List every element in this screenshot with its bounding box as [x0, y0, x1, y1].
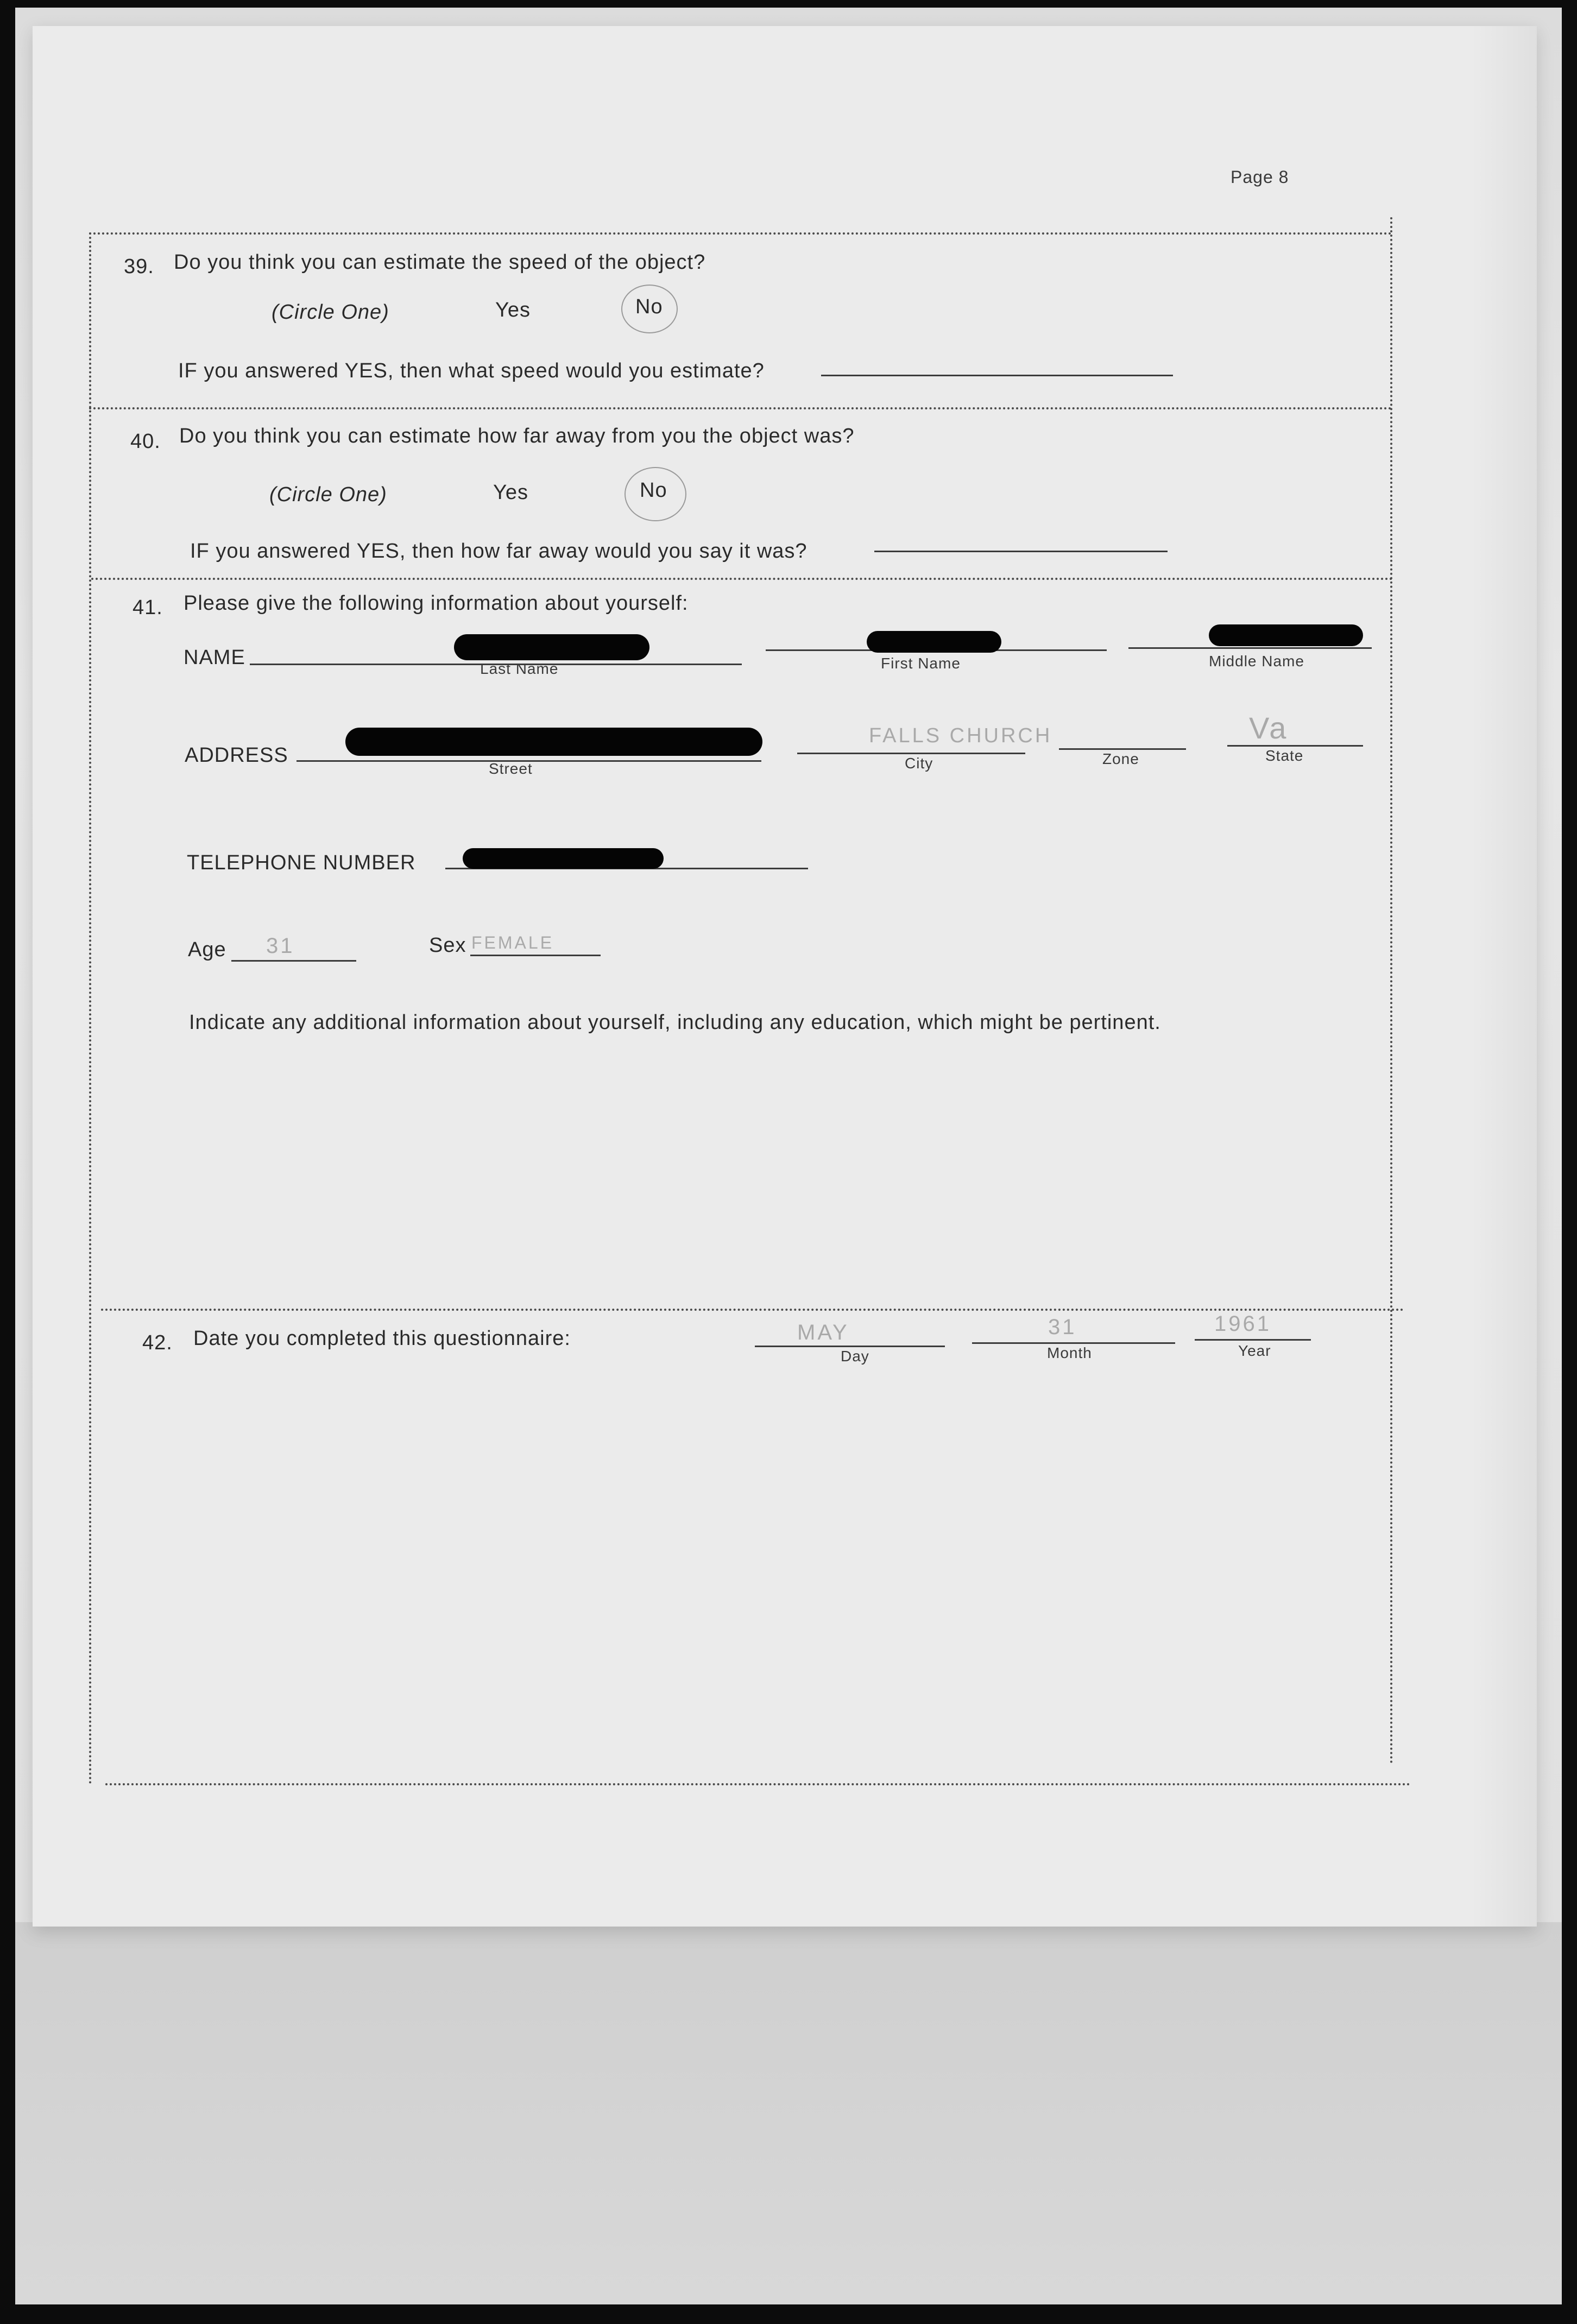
middle-name-redaction [1209, 624, 1363, 646]
q41-prompt: Please give the following information about yourself: [184, 592, 689, 615]
year-caption: Year [1238, 1342, 1271, 1359]
street-redaction [345, 728, 762, 756]
name-label: NAME [184, 646, 245, 669]
sex-field[interactable] [470, 955, 601, 956]
q39-followup: IF you answered YES, then what speed would you estimate? [178, 359, 765, 382]
zone-caption: Zone [1102, 750, 1139, 767]
street-caption: Street [489, 760, 533, 777]
underlying-sheet [15, 1922, 1562, 2304]
first-name-caption: First Name [881, 655, 961, 672]
q40-distance-field[interactable] [874, 551, 1168, 552]
q39-number: 39. [124, 255, 154, 278]
first-name-redaction [867, 631, 1001, 653]
day-caption: Day [841, 1348, 869, 1365]
city-caption: City [905, 755, 933, 772]
q39-speed-field[interactable] [821, 375, 1173, 376]
day-value: MAY [797, 1321, 849, 1344]
year-value: 1961 [1214, 1312, 1271, 1336]
q40-yes-option[interactable]: Yes [493, 481, 528, 504]
page-edge-shadow [1472, 26, 1537, 1927]
middle-name-field[interactable] [1128, 647, 1372, 649]
month-value: 31 [1048, 1315, 1077, 1339]
q41-number: 41. [133, 596, 163, 619]
month-field[interactable] [972, 1342, 1175, 1344]
q39-no-option[interactable]: No [635, 295, 663, 318]
month-caption: Month [1047, 1344, 1092, 1361]
page-number: Page 8 [1231, 167, 1289, 187]
q42-number: 42. [142, 1331, 173, 1354]
last-name-caption: Last Name [480, 660, 559, 677]
form-border-left [89, 232, 91, 1785]
state-value: Va [1249, 711, 1289, 745]
age-label: Age [188, 938, 226, 961]
q40-no-option[interactable]: No [640, 479, 667, 502]
divider-41-42 [101, 1309, 1404, 1311]
q39-circle-label: (Circle One) [272, 301, 389, 324]
address-label: ADDRESS [185, 744, 288, 767]
q40-question: Do you think you can estimate how far away from you the object was? [179, 425, 855, 447]
year-field[interactable] [1195, 1339, 1311, 1341]
last-name-redaction [454, 634, 649, 660]
q40-number: 40. [130, 430, 161, 453]
q42-prompt: Date you completed this questionnaire: [193, 1327, 571, 1350]
q40-circle-label: (Circle One) [269, 483, 387, 506]
form-border-right [1390, 217, 1392, 1765]
state-caption: State [1265, 747, 1304, 764]
form-border-bottom [105, 1783, 1411, 1785]
q39-yes-option[interactable]: Yes [495, 299, 531, 321]
day-field[interactable] [755, 1346, 945, 1347]
divider-39-40 [89, 407, 1392, 409]
form-border-top [89, 232, 1392, 235]
middle-name-caption: Middle Name [1209, 653, 1304, 670]
additional-info-prompt: Indicate any additional information about yourself, including any education, which might be pertinent. [189, 1011, 1161, 1034]
age-field[interactable] [231, 960, 356, 962]
city-value: FALLS CHURCH [869, 724, 1052, 747]
zone-field[interactable] [1059, 748, 1186, 750]
state-field[interactable] [1227, 745, 1363, 747]
telephone-label: TELEPHONE NUMBER [187, 851, 416, 874]
q39-question: Do you think you can estimate the speed of the object? [174, 251, 706, 274]
questionnaire-page [33, 26, 1537, 1927]
telephone-redaction [463, 848, 664, 869]
sex-value: FEMALE [471, 933, 554, 952]
sex-label: Sex [429, 934, 466, 957]
city-field[interactable] [797, 753, 1025, 754]
age-value: 31 [266, 934, 295, 958]
divider-40-41 [91, 578, 1393, 580]
q40-followup: IF you answered YES, then how far away would you say it was? [190, 540, 808, 563]
